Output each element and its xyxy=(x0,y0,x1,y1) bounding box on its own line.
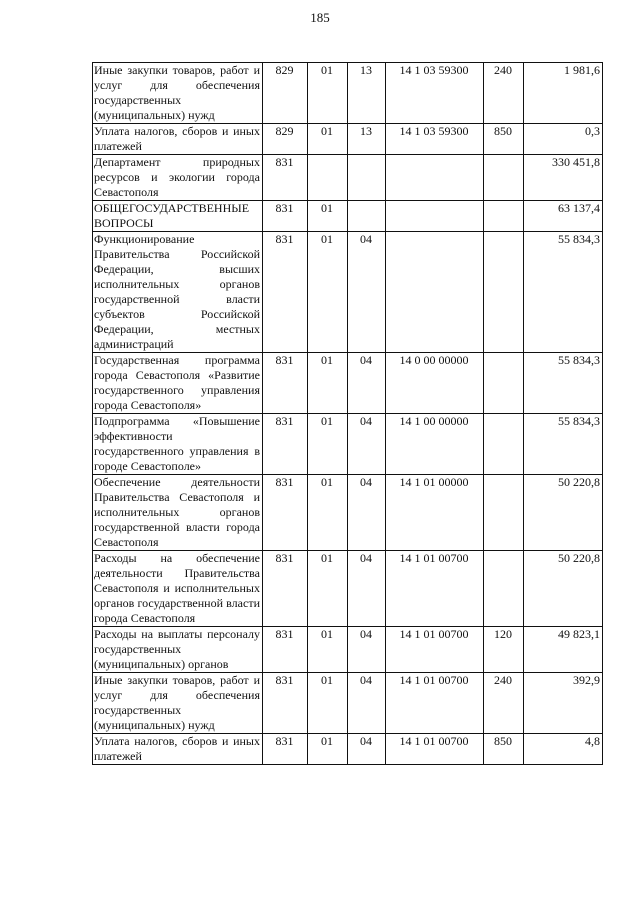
row-subsection-cell: 04 xyxy=(348,353,386,414)
row-department-code-cell: 831 xyxy=(263,155,308,201)
row-expense-type-cell xyxy=(484,353,524,414)
row-expense-type-cell xyxy=(484,414,524,475)
row-section-cell: 01 xyxy=(308,673,348,734)
table-row xyxy=(93,475,603,551)
row-amount-cell: 0,3 xyxy=(524,124,603,155)
row-subsection-cell: 13 xyxy=(348,63,386,124)
row-section-cell: 01 xyxy=(308,475,348,551)
row-department-code-cell: 831 xyxy=(263,414,308,475)
table-row xyxy=(93,155,603,201)
row-section-cell: 01 xyxy=(308,232,348,353)
row-target-article-cell: 14 1 00 00000 xyxy=(386,414,484,475)
table-row xyxy=(93,627,603,673)
row-amount-cell: 330 451,8 xyxy=(524,155,603,201)
row-amount-cell: 50 220,8 xyxy=(524,551,603,627)
table-row xyxy=(93,551,603,627)
row-target-article-cell: 14 1 03 59300 xyxy=(386,124,484,155)
row-name-cell: Обеспечение деятельности Правительства Севастополя и исполнительных органов государственной власти города Севастополя xyxy=(93,475,263,551)
row-target-article-cell: 14 1 01 00700 xyxy=(386,627,484,673)
row-section-cell: 01 xyxy=(308,414,348,475)
row-name-cell: Уплата налогов, сборов и иных платежей xyxy=(93,734,263,765)
row-section-cell: 01 xyxy=(308,627,348,673)
row-section-cell: 01 xyxy=(308,734,348,765)
row-section-cell: 01 xyxy=(308,63,348,124)
row-section-cell: 01 xyxy=(308,124,348,155)
row-department-code-cell: 829 xyxy=(263,63,308,124)
row-expense-type-cell: 850 xyxy=(484,734,524,765)
row-subsection-cell: 04 xyxy=(348,475,386,551)
table-row xyxy=(93,414,603,475)
row-amount-cell: 1 981,6 xyxy=(524,63,603,124)
table-row xyxy=(93,353,603,414)
row-amount-cell: 55 834,3 xyxy=(524,232,603,353)
table-row xyxy=(93,201,603,232)
table-row xyxy=(93,734,603,765)
row-target-article-cell: 14 1 01 00000 xyxy=(386,475,484,551)
row-name-cell: Государственная программа города Севастополя «Развитие государственного управления города Севастополя» xyxy=(93,353,263,414)
row-department-code-cell: 831 xyxy=(263,201,308,232)
row-amount-cell: 49 823,1 xyxy=(524,627,603,673)
row-target-article-cell: 14 1 01 00700 xyxy=(386,734,484,765)
row-target-article-cell: 14 1 01 00700 xyxy=(386,673,484,734)
row-name-cell: Департамент природных ресурсов и экологии города Севастополя xyxy=(93,155,263,201)
row-name-cell: Расходы на обеспечение деятельности Правительства Севастополя и исполнительных органов государственной власти города Севастополя xyxy=(93,551,263,627)
row-name-cell: Иные закупки товаров, работ и услуг для обеспечения государственных (муниципальных) нужд xyxy=(93,63,263,124)
row-subsection-cell: 04 xyxy=(348,414,386,475)
row-expense-type-cell xyxy=(484,155,524,201)
row-department-code-cell: 831 xyxy=(263,232,308,353)
row-subsection-cell: 04 xyxy=(348,232,386,353)
row-expense-type-cell xyxy=(484,475,524,551)
row-amount-cell: 63 137,4 xyxy=(524,201,603,232)
row-department-code-cell: 831 xyxy=(263,673,308,734)
row-amount-cell: 392,9 xyxy=(524,673,603,734)
row-target-article-cell xyxy=(386,155,484,201)
row-department-code-cell: 831 xyxy=(263,551,308,627)
budget-table xyxy=(92,62,603,765)
row-amount-cell: 50 220,8 xyxy=(524,475,603,551)
row-section-cell: 01 xyxy=(308,353,348,414)
row-expense-type-cell xyxy=(484,551,524,627)
row-subsection-cell: 04 xyxy=(348,627,386,673)
row-expense-type-cell xyxy=(484,201,524,232)
row-subsection-cell: 04 xyxy=(348,551,386,627)
row-department-code-cell: 831 xyxy=(263,734,308,765)
row-department-code-cell: 831 xyxy=(263,353,308,414)
row-name-cell: Подпрограмма «Повышение эффективности государственного управления в городе Севастополе» xyxy=(93,414,263,475)
row-amount-cell: 55 834,3 xyxy=(524,353,603,414)
table-row xyxy=(93,124,603,155)
row-target-article-cell: 14 1 01 00700 xyxy=(386,551,484,627)
table-row xyxy=(93,673,603,734)
table-row xyxy=(93,63,603,124)
row-name-cell: Функционирование Правительства Российской Федерации, высших исполнительных органов государственной власти субъектов Российской Федерации, местных администраций xyxy=(93,232,263,353)
row-target-article-cell: 14 0 00 00000 xyxy=(386,353,484,414)
row-section-cell xyxy=(308,155,348,201)
row-section-cell: 01 xyxy=(308,551,348,627)
row-amount-cell: 4,8 xyxy=(524,734,603,765)
row-expense-type-cell: 850 xyxy=(484,124,524,155)
row-target-article-cell xyxy=(386,232,484,353)
row-expense-type-cell: 120 xyxy=(484,627,524,673)
row-target-article-cell: 14 1 03 59300 xyxy=(386,63,484,124)
row-expense-type-cell: 240 xyxy=(484,673,524,734)
row-subsection-cell: 04 xyxy=(348,734,386,765)
budget-table-body xyxy=(93,63,603,765)
row-section-cell: 01 xyxy=(308,201,348,232)
row-expense-type-cell xyxy=(484,232,524,353)
page-number: 185 xyxy=(310,10,330,25)
row-subsection-cell: 13 xyxy=(348,124,386,155)
row-name-cell: Расходы на выплаты персоналу государственных (муниципальных) органов xyxy=(93,627,263,673)
row-target-article-cell xyxy=(386,201,484,232)
row-name-cell: Иные закупки товаров, работ и услуг для обеспечения государственных (муниципальных) нужд xyxy=(93,673,263,734)
row-department-code-cell: 829 xyxy=(263,124,308,155)
row-department-code-cell: 831 xyxy=(263,475,308,551)
row-name-cell: Уплата налогов, сборов и иных платежей xyxy=(93,124,263,155)
row-subsection-cell: 04 xyxy=(348,673,386,734)
row-name-cell: ОБЩЕГОСУДАРСТВЕННЫЕ ВОПРОСЫ xyxy=(93,201,263,232)
row-subsection-cell xyxy=(348,155,386,201)
row-subsection-cell xyxy=(348,201,386,232)
table-row xyxy=(93,232,603,353)
row-expense-type-cell: 240 xyxy=(484,63,524,124)
row-department-code-cell: 831 xyxy=(263,627,308,673)
row-amount-cell: 55 834,3 xyxy=(524,414,603,475)
